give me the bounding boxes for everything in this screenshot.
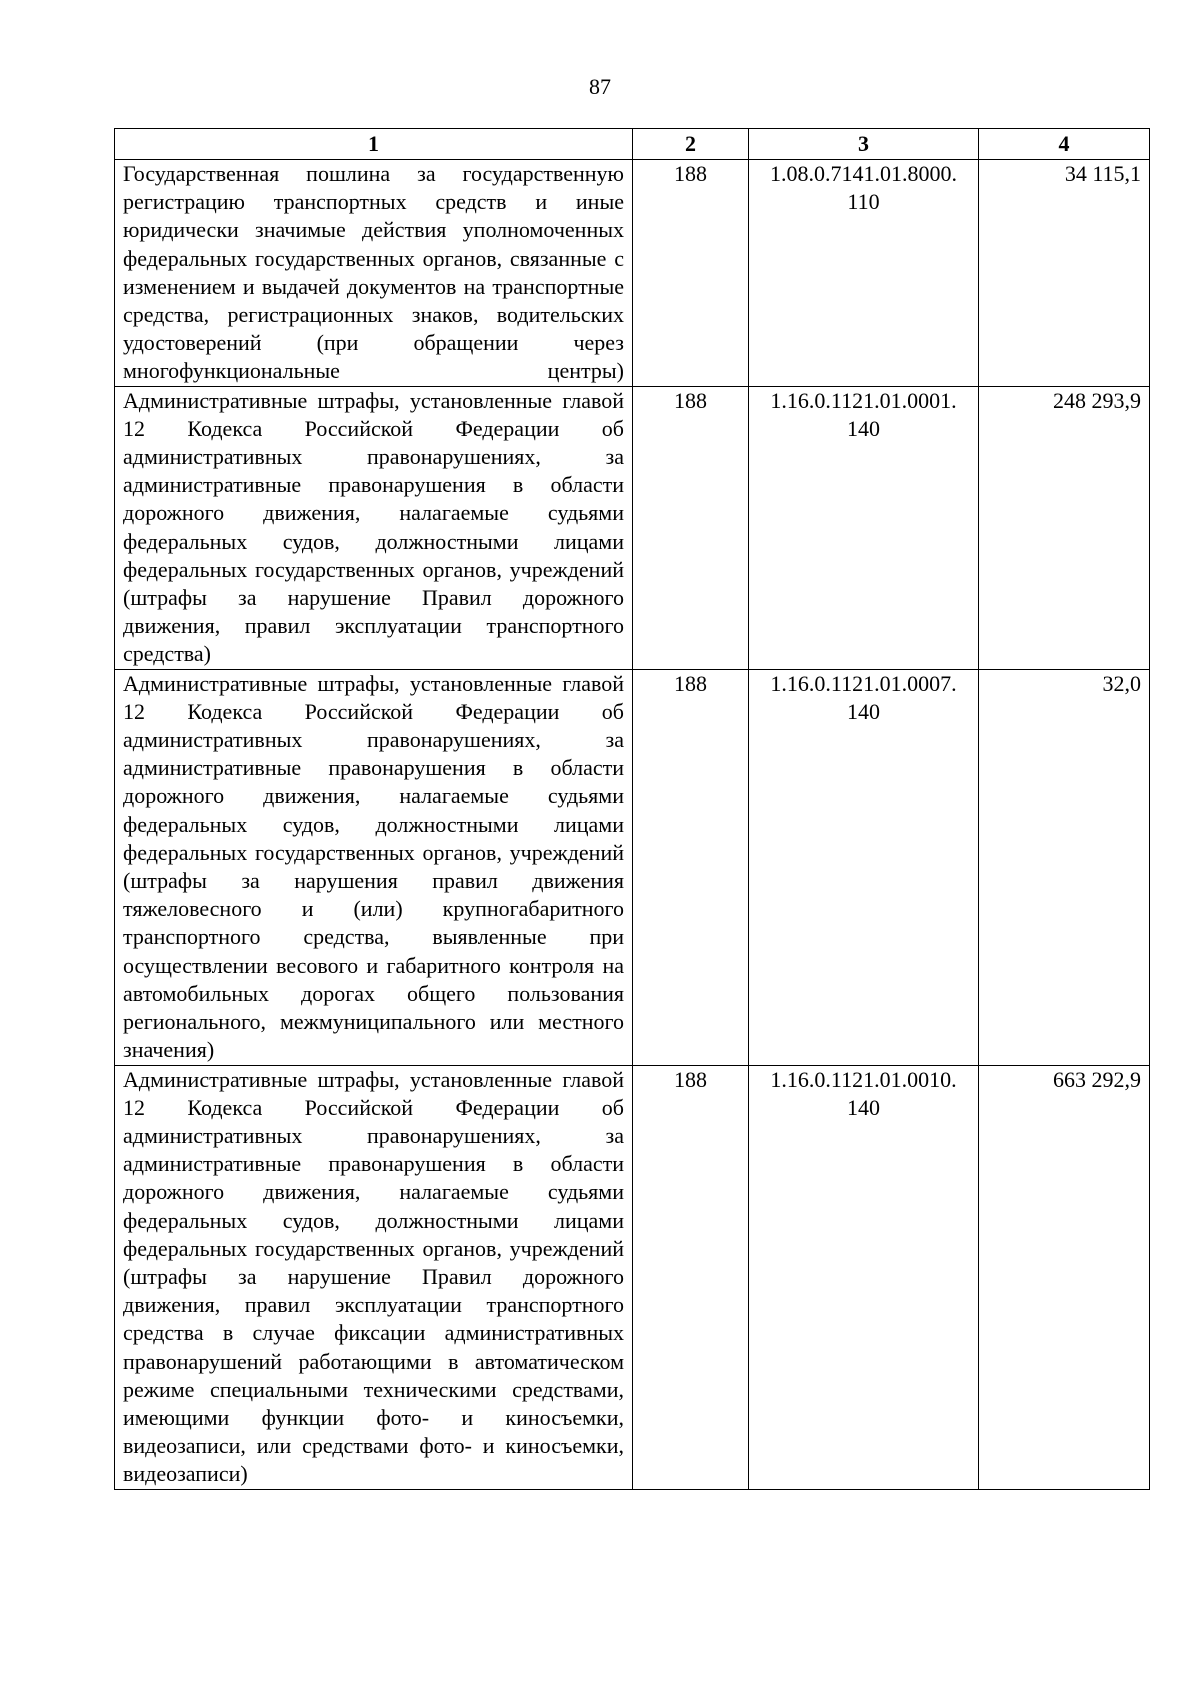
column-header-2: 2: [633, 129, 749, 160]
revenue-name-cell: [115, 386, 633, 669]
revenue-name: Административные штрафы, установленные главой 12 Кодекса Российской Федерации об административных правонарушениях, за административные правонарушения в области дорожного движения, налагаемые судьями федеральных судов, должностными лицами федеральных государственных органов, учреждений (штрафы за нарушение Правил дорожного движения, правил эксплуатации транспортного средства в случае фиксации административных правонарушений работающими в автоматическом режиме специальными техническими средствами, имеющими функции фото- и киносъемки, видеозаписи, или средствами фото- и киносъемки, видеозаписи): [123, 1066, 624, 1487]
revenue-name-cell: [115, 669, 633, 1065]
revenue-name: Государственная пошлина за государственную регистрацию транспортных средств и иные юридически значимые действия уполномоченных федеральных государственных органов, связанные с изменением и выдачей документов на транспортные средства, регистрационных знаков, водительских удостоверений (при обращении через многофункциональные центры): [123, 161, 624, 384]
amount-cell: 663 292,9: [979, 1065, 1150, 1489]
table-header-row: [115, 129, 1150, 160]
admin-code-cell: 188: [633, 1065, 749, 1489]
revenue-name-cell: [115, 1065, 633, 1489]
kbk-code-cell: 1.08.0.7141.01.8000. 110: [749, 160, 979, 387]
table-row: [115, 669, 1150, 1065]
column-header-3: 3: [749, 129, 979, 160]
column-header-4: 4: [979, 129, 1150, 160]
amount-cell: 32,0: [979, 669, 1150, 1065]
table-row: [115, 1065, 1150, 1489]
kbk-code-cell: 1.16.0.1121.01.0010. 140: [749, 1065, 979, 1489]
page-number: 87: [589, 74, 611, 99]
admin-code-cell: 188: [633, 386, 749, 669]
kbk-code-cell: 1.16.0.1121.01.0007. 140: [749, 669, 979, 1065]
column-header-1: 1: [115, 129, 633, 160]
table-row: [115, 386, 1150, 669]
amount-cell: 248 293,9: [979, 386, 1150, 669]
kbk-code-cell: 1.16.0.1121.01.0001. 140: [749, 386, 979, 669]
revenue-name: Административные штрафы, установленные главой 12 Кодекса Российской Федерации об административных правонарушениях, за административные правонарушения в области дорожного движения, налагаемые судьями федеральных судов, должностными лицами федеральных государственных органов, учреждений (штрафы за нарушения правил движения тяжеловесного и (или) крупногабаритного транспортного средства, выявленные при осуществлении весового и габаритного контроля на автомобильных дорогах общего пользования регионального, межмуниципального или местного значения): [123, 670, 624, 1063]
amount-cell: 34 115,1: [979, 160, 1150, 387]
revenue-name: Административные штрафы, установленные главой 12 Кодекса Российской Федерации об административных правонарушениях, за административные правонарушения в области дорожного движения, налагаемые судьями федеральных судов, должностными лицами федеральных государственных органов, учреждений (штрафы за нарушение Правил дорожного движения, правил эксплуатации транспортного средства): [123, 387, 624, 667]
revenue-table: [114, 128, 1150, 1490]
admin-code-cell: 188: [633, 669, 749, 1065]
revenue-name-cell: [115, 160, 633, 387]
admin-code-cell: 188: [633, 160, 749, 387]
table-row: [115, 160, 1150, 387]
